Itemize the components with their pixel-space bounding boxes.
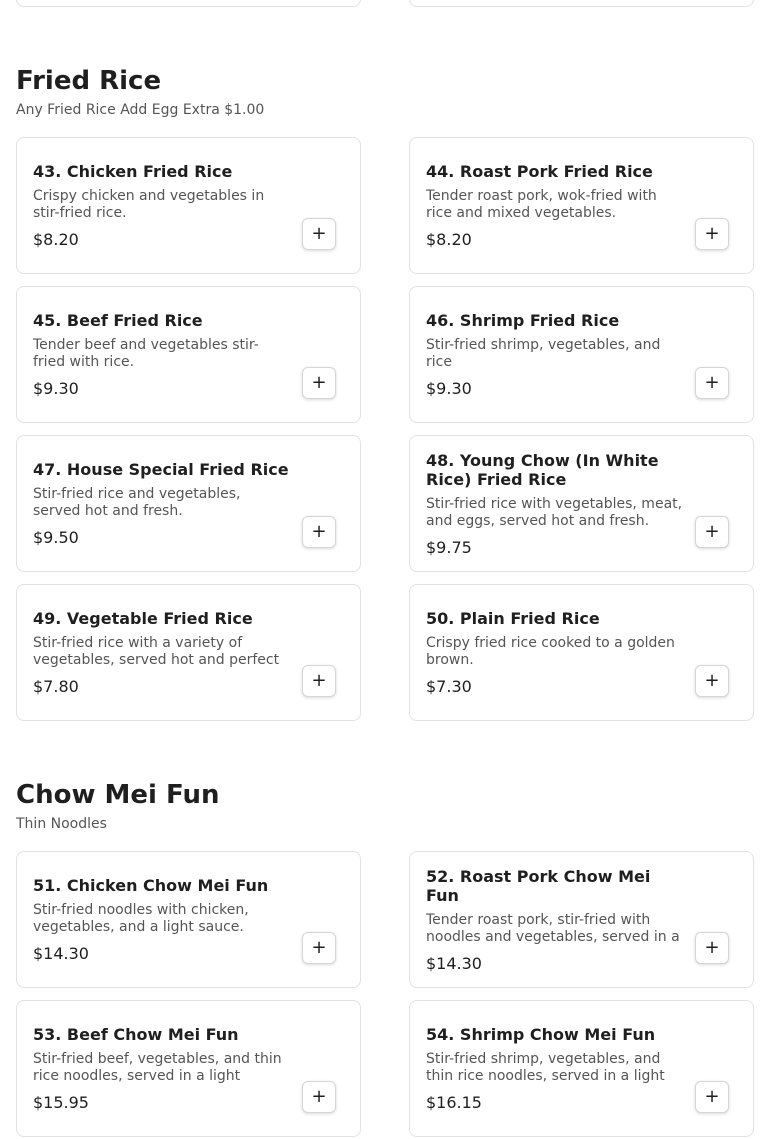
item-name: 50. Plain Fried Rice: [426, 609, 600, 628]
plus-icon: +: [311, 223, 327, 244]
item-description: Stir-fried noodles with chicken, vegetables, and a light sauce.: [33, 902, 249, 935]
menu-item-card[interactable]: [16, 286, 361, 423]
item-price: $9.30: [426, 379, 472, 398]
item-name: 53. Beef Chow Mei Fun: [33, 1025, 239, 1044]
add-to-cart-button[interactable]: [302, 1081, 336, 1113]
plus-icon: +: [311, 937, 327, 958]
add-to-cart-button[interactable]: [302, 218, 336, 250]
add-to-cart-button[interactable]: [302, 367, 336, 399]
item-description: Crispy fried rice cooked to a golden brown.: [426, 635, 675, 668]
plus-icon: +: [704, 223, 720, 244]
item-description: Stir-fried shrimp, vegetables, and rice: [426, 337, 661, 370]
menu-item-card-partial[interactable]: [409, 0, 754, 7]
menu-item-card[interactable]: [16, 1000, 361, 1137]
section-subtitle-chow-mei-fun: Thin Noodles: [16, 816, 107, 832]
plus-icon: +: [311, 670, 327, 691]
item-description: Tender beef and vegetables stir-fried with rice.: [33, 337, 259, 370]
item-price: $16.15: [426, 1093, 482, 1112]
add-to-cart-button[interactable]: [302, 932, 336, 964]
item-price: $7.30: [426, 677, 472, 696]
plus-icon: +: [704, 670, 720, 691]
section-title-chow-mei-fun: Chow Mei Fun: [16, 780, 220, 810]
plus-icon: +: [704, 1086, 720, 1107]
plus-icon: +: [311, 521, 327, 542]
item-name: 54. Shrimp Chow Mei Fun: [426, 1025, 656, 1044]
plus-icon: +: [704, 521, 720, 542]
item-description: Tender roast pork, stir-fried with noodles and vegetables, served in a: [426, 911, 680, 945]
item-price: $14.30: [33, 944, 89, 963]
menu-item-card[interactable]: [409, 1000, 754, 1137]
item-name: 52. Roast Pork Chow Mei Fun: [426, 866, 651, 905]
item-name: 47. House Special Fried Rice: [33, 460, 289, 479]
add-to-cart-button[interactable]: [695, 367, 729, 399]
item-description: Stir-fried shrimp, vegetables, and thin rice noodles, served in a light: [426, 1051, 665, 1084]
section-title-fried-rice: Fried Rice: [16, 66, 162, 96]
item-description: Stir-fried rice and vegetables, served hot and fresh.: [33, 486, 241, 519]
item-price: $14.30: [426, 953, 482, 973]
item-name: 45. Beef Fried Rice: [33, 311, 203, 330]
item-name: 46. Shrimp Fried Rice: [426, 311, 620, 330]
item-name: 51. Chicken Chow Mei Fun: [33, 876, 269, 895]
menu-item-card[interactable]: [409, 137, 754, 274]
menu-item-card-partial[interactable]: [16, 0, 361, 7]
item-name: 43. Chicken Fried Rice: [33, 162, 233, 181]
menu-item-card[interactable]: [409, 851, 754, 988]
plus-icon: +: [704, 372, 720, 393]
plus-icon: +: [704, 937, 720, 958]
item-price: $8.20: [426, 230, 472, 249]
item-price: $7.80: [33, 677, 79, 696]
add-to-cart-button[interactable]: [695, 1081, 729, 1113]
add-to-cart-button[interactable]: [695, 516, 729, 548]
add-to-cart-button[interactable]: [695, 218, 729, 250]
plus-icon: +: [311, 372, 327, 393]
item-name: 48. Young Chow (In White Rice) Fried Rice: [426, 450, 659, 489]
menu-item-card[interactable]: [409, 286, 754, 423]
item-description: Stir-fried rice with a variety of vegetables, served hot and perfect: [33, 635, 280, 668]
item-name: 49. Vegetable Fried Rice: [33, 609, 253, 628]
item-name: 44. Roast Pork Fried Rice: [426, 162, 653, 181]
item-price: $9.30: [33, 379, 79, 398]
menu-item-card[interactable]: [16, 137, 361, 274]
item-description: Stir-fried rice with vegetables, meat, and eggs, served hot and fresh.: [426, 495, 683, 529]
add-to-cart-button[interactable]: [302, 516, 336, 548]
item-price: $15.95: [33, 1093, 89, 1112]
add-to-cart-button[interactable]: [695, 932, 729, 964]
item-price: $9.75: [426, 537, 472, 557]
item-price: $8.20: [33, 230, 79, 249]
menu-item-card[interactable]: [409, 435, 754, 572]
menu-item-card[interactable]: [16, 584, 361, 721]
menu-item-card[interactable]: [16, 851, 361, 988]
section-subtitle-fried-rice: Any Fried Rice Add Egg Extra $1.00: [16, 102, 265, 118]
menu-item-card[interactable]: [409, 584, 754, 721]
item-description: Crispy chicken and vegetables in stir-fried rice.: [33, 188, 265, 221]
plus-icon: +: [311, 1086, 327, 1107]
item-price: $9.50: [33, 528, 79, 547]
item-description: Stir-fried beef, vegetables, and thin rice noodles, served in a light: [33, 1051, 282, 1084]
item-description: Tender roast pork, wok-fried with rice and mixed vegetables.: [426, 188, 657, 221]
add-to-cart-button[interactable]: [302, 665, 336, 697]
add-to-cart-button[interactable]: [695, 665, 729, 697]
menu-item-card[interactable]: [16, 435, 361, 572]
